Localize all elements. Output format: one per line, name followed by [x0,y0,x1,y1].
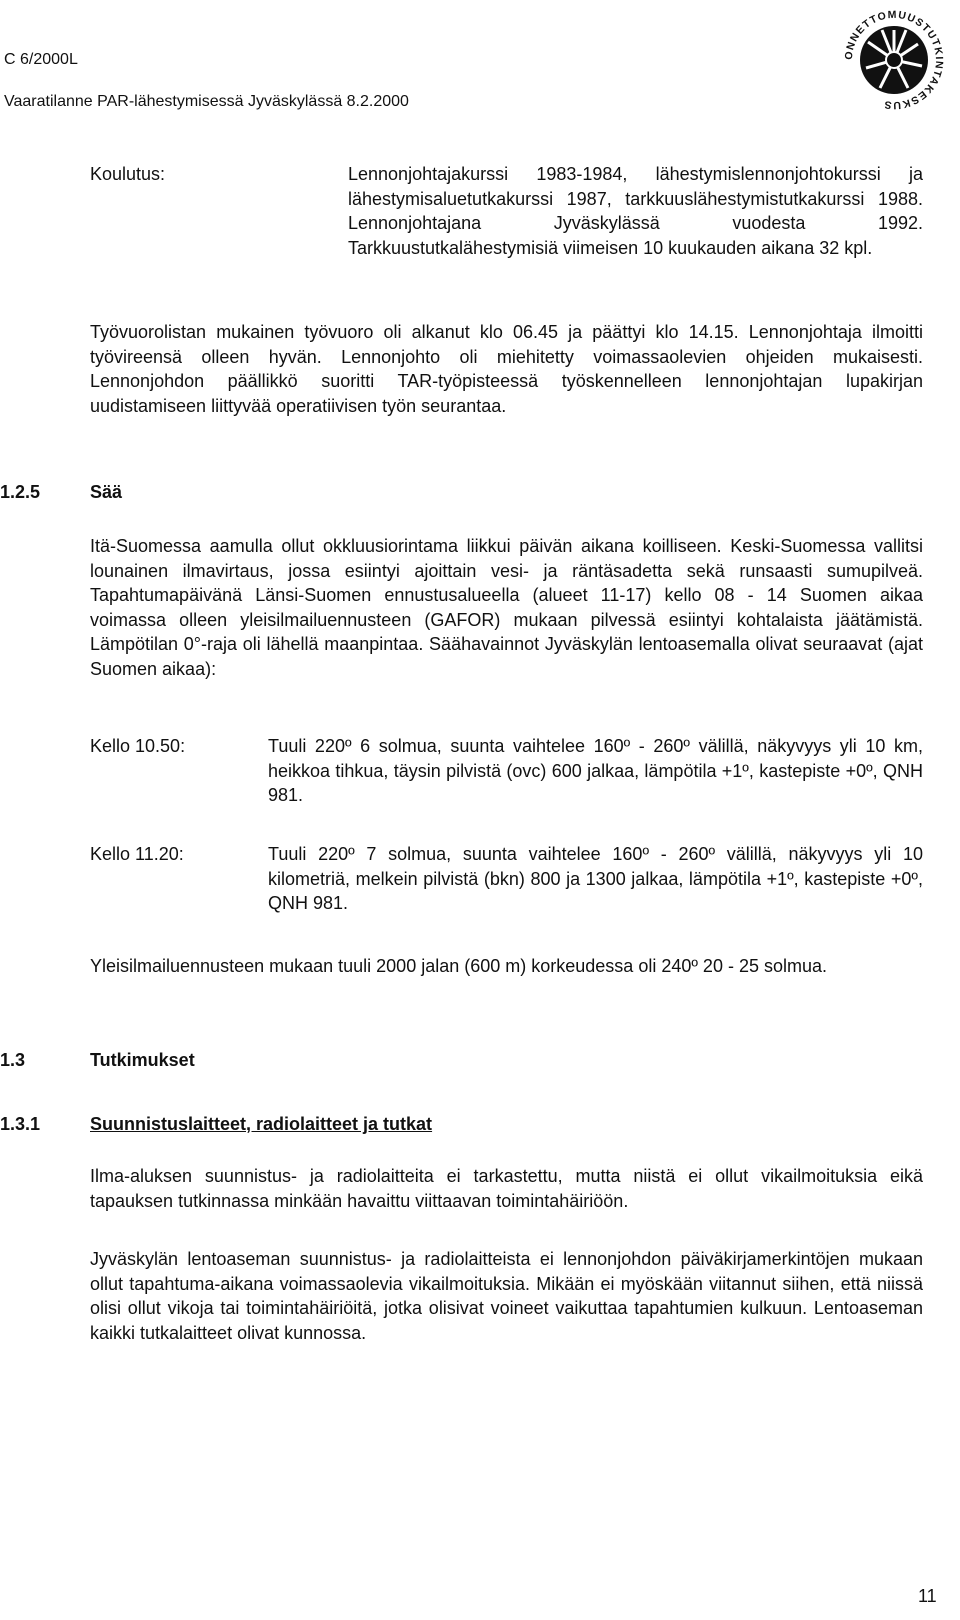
document-title: Vaaratilanne PAR-lähestymisessä Jyväskylässä 8.2.2000 [4,93,409,110]
page-number: 11 [918,1586,937,1606]
section-heading: Suunnistuslaitteet, radiolaitteet ja tutkat [90,1114,433,1134]
observation-time: Kello 11.20: [90,844,184,864]
section-heading: Tutkimukset [90,1050,195,1070]
observation-text: Tuuli 220º 7 solmua, suunta vaihtelee 160º - 260º välillä, näkyvyys yli 10 kilometriä, melkein pilvistä (bkn) 800 ja 1300 jalkaa, lämpötila +1º, kastepiste +0º, QNH 981. [268,844,923,914]
koulutus-label: Koulutus: [90,164,166,184]
observation-time: Kello 10.50: [90,736,186,756]
document-code: C 6/2000L [4,51,78,68]
section-number: 1.3.1 [0,1114,41,1134]
investigation-centre-logo-icon [838,4,950,116]
section-number: 1.3 [0,1050,26,1070]
weather-paragraph: Itä-Suomessa aamulla ollut okkluusiorintama liikkui päivän aikana koilliseen. Keski-Suomessa vallitsi lounainen ilmavirtaus, jossa esiintyi ajoittain vesi- ja räntäsadetta sekä runsaasti sumupilveä. Tapahtumapäivänä Länsi-Suomen ennustusalueella (alueet 11-17) kello 08 - 14 Suomen aikaa voimassa olleen yleisilmailuennusteen (GAFOR) mukaan pilvessä esiintyi kohtalaista jäätämistä. Lämpötilan 0°-raja oli lähellä maanpintaa. Säähavainnot Jyväskylän lentoasemalla olivat seuraavat (ajat Suomen aikaa): [90,536,923,679]
aircraft-equipment-paragraph: Ilma-aluksen suunnistus- ja radiolaitteita ei tarkastettu, mutta niistä ei ollut vikailmoituksia eikä tapauksen tutkinnassa minkään havaittu viittaavan toimintahäiriöön. [90,1166,923,1211]
gafor-wind-paragraph: Yleisilmailuennusteen mukaan tuuli 2000 jalan (600 m) korkeudessa oli 240º 20 - 25 solmua. [90,956,827,976]
koulutus-text: Lennonjohtajakurssi 1983-1984, lähestymislennonjohtokurssi ja lähestymisaluetutkakurssi 1987, tarkkuuslähestymistutkakurssi 1988. Lennonjohtajana Jyväskylässä vuodesta 1992. Tarkkuustutkalähestymisiä viimeisen 10 kuukauden aikana 32 kpl. [348,164,923,258]
tyovuoro-paragraph: Työvuorolistan mukainen työvuoro oli alkanut klo 06.45 ja päättyi klo 14.15. Lennonjohtaja ilmoitti työvireensä olleen hyvän. Lennonjohto oli miehitetty voimassaolevien ohjeiden mukaisesti. Lennonjohdon päällikkö suoritti TAR-työpisteessä työskennelleen lennonjohtajan lupakirjan uudistamiseen liittyvää operatiivisen työn seurantaa. [90,322,923,416]
section-number: 1.2.5 [0,482,41,502]
airport-equipment-paragraph: Jyväskylän lentoaseman suunnistus- ja radiolaitteista ei lennonjohdon päiväkirjamerkintöjen mukaan ollut tapahtuma-aikana voimassaolevia vikailmoituksia. Mikään ei myöskään viitannut siihen, että niissä olisi ollut vikoja tai toimintahäiriöitä, jotka olisivat voineet vaikuttaa tapahtumien kulkuun. Lentoaseman kaikki tutkalaitteet olivat kunnossa. [90,1249,923,1343]
section-heading: Sää [90,482,123,502]
observation-text: Tuuli 220º 6 solmua, suunta vaihtelee 160º - 260º välillä, näkyvyys yli 10 km, heikkoa tihkua, täysin pilvistä (ovc) 600 jalkaa, lämpötila +1º, kastepiste +0º, QNH 981. [268,736,923,806]
logo-ring-text: ONNETTOMUUSTUTKINTAKESKUS [842,8,946,112]
